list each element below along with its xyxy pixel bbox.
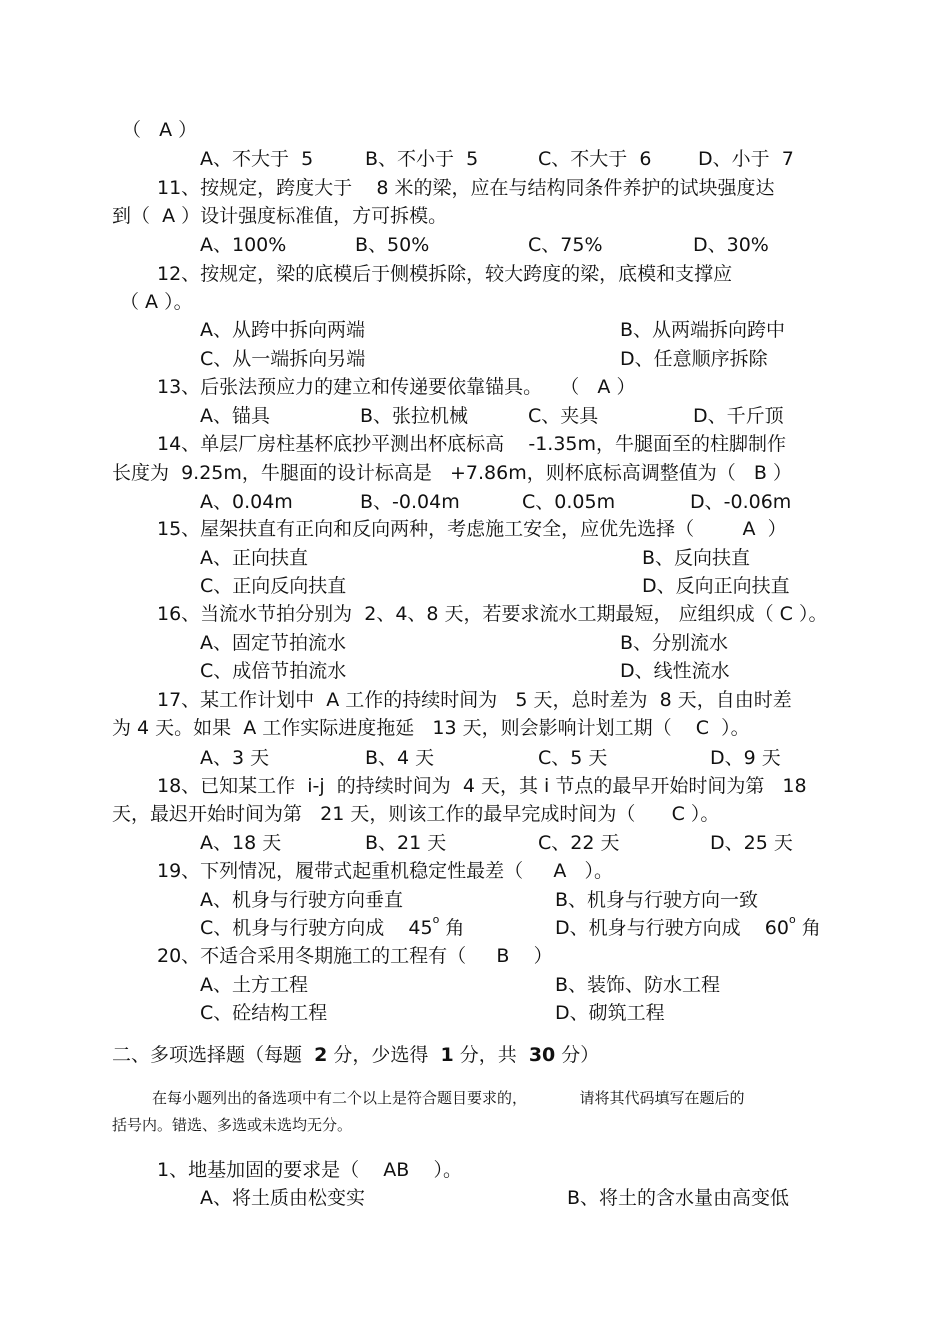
instructions: 在每小题列出的备选项中有二个以上是符合题目要求的， 请将其代码填写在题后的 — [152, 1089, 745, 1107]
option: D、30% — [693, 234, 769, 256]
option: A、不大于 5 — [200, 148, 314, 170]
option: C、5 天 — [538, 747, 608, 769]
option: B、50% — [355, 234, 430, 256]
option: B、装饰、防水工程 — [555, 974, 721, 996]
option: D、反向正向扶直 — [642, 575, 790, 597]
option: A、机身与行驶方向垂直 — [200, 889, 403, 911]
option: B、从两端拆向跨中 — [620, 319, 786, 341]
question-text: 1、地基加固的要求是（ AB ）。 — [157, 1159, 462, 1181]
option: D、9 天 — [710, 747, 781, 769]
question-text: 18、已知某工作 i-j 的持续时间为 4 天，其 i 节点的最早开始时间为第 18 — [157, 775, 807, 797]
option: C、从一端拆向另端 — [200, 348, 366, 370]
question-text: 天，最迟开始时间为第 21 天，则该工作的最早完成时间为（ C ）。 — [112, 803, 720, 825]
question-text: 长度为 9.25m，牛腿面的设计标高是 +7.86m，则杯底标高调整值为（ B ） — [112, 462, 792, 484]
option: D、25 天 — [710, 832, 793, 854]
option: A、锚具 — [200, 405, 270, 427]
option: A、正向扶直 — [200, 547, 308, 569]
option: D、千斤顶 — [693, 405, 784, 427]
option: D、线性流水 — [620, 660, 730, 682]
option: A、土方工程 — [200, 974, 308, 996]
option: C、正向反向扶直 — [200, 575, 347, 597]
question-text: 20、不适合采用冬期施工的工程有（ B ） — [157, 945, 553, 967]
option: C、不大于 6 — [538, 148, 652, 170]
option: B、机身与行驶方向一致 — [555, 889, 759, 911]
option: B、将土的含水量由高变低 — [567, 1187, 790, 1209]
option: B、张拉机械 — [360, 405, 469, 427]
option: B、4 天 — [365, 747, 435, 769]
option: B、分别流水 — [620, 632, 729, 654]
question-text: （ A ）。 — [120, 291, 193, 313]
question-text: 17、某工作计划中 A 工作的持续时间为 5 天，总时差为 8 天，自由时差 — [157, 689, 792, 711]
question-text: 为 4 天。如果 A 工作实际进度拖延 13 天，则会影响计划工期（ C ）。 — [112, 717, 750, 739]
option: D、-0.06m — [690, 491, 792, 513]
question-text: 13、后张法预应力的建立和传递要依靠锚具。 （ A ） — [157, 376, 636, 398]
question-text: 16、当流水节拍分别为 2、4、8 天，若要求流水工期最短， 应组织成（ C ）。 — [157, 603, 828, 625]
option: B、反向扶直 — [642, 547, 751, 569]
option: C、22 天 — [538, 832, 620, 854]
option: A、从跨中拆向两端 — [200, 319, 365, 341]
option: B、-0.04m — [360, 491, 460, 513]
option: A、0.04m — [200, 491, 293, 513]
option: C、成倍节拍流水 — [200, 660, 347, 682]
option: C、砼结构工程 — [200, 1002, 328, 1024]
option: A、100% — [200, 234, 287, 256]
question-text: 12、按规定，梁的底模后于侧模拆除，较大跨度的梁，底模和支撑应 — [157, 263, 733, 285]
option: C、机身与行驶方向成 45$^o$ 角 — [200, 913, 465, 939]
option: A、将土质由松变实 — [200, 1187, 365, 1209]
question-text: 19、下列情况，履带式起重机稳定性最差（ A ）。 — [157, 860, 613, 882]
instructions: 括号内。错选、多选或未选均无分。 — [112, 1116, 353, 1134]
option: D、机身与行驶方向成 60$^o$ 角 — [555, 913, 821, 939]
question-text: 14、单层厂房柱基杯底抄平测出杯底标高 -1.35m，牛腿面至的柱脚制作 — [157, 433, 787, 455]
option: B、不小于 5 — [365, 148, 479, 170]
option: C、0.05m — [522, 491, 616, 513]
option: A、18 天 — [200, 832, 282, 854]
option: C、夹具 — [528, 405, 599, 427]
section-heading: 二、多项选择题（每题 2 分，少选得 1 分，共 30 分） — [112, 1044, 600, 1066]
question-text: 15、屋架扶直有正向和反向两种，考虑施工安全，应优先选择（ A ） — [157, 518, 787, 540]
option: B、21 天 — [365, 832, 447, 854]
option: A、固定节拍流水 — [200, 632, 346, 654]
option: A、3 天 — [200, 747, 270, 769]
option: D、小于 7 — [698, 148, 794, 170]
question-text: 到（ A ）设计强度标准值，方可拆模。 — [112, 205, 448, 227]
option: D、砌筑工程 — [555, 1002, 665, 1024]
q10-answer-line: （ A ） — [122, 119, 198, 141]
question-text: 11、按规定，跨度大于 8 米的梁，应在与结构同条件养护的试块强度达 — [157, 177, 775, 199]
option: C、75% — [528, 234, 603, 256]
option: D、任意顺序拆除 — [620, 348, 768, 370]
